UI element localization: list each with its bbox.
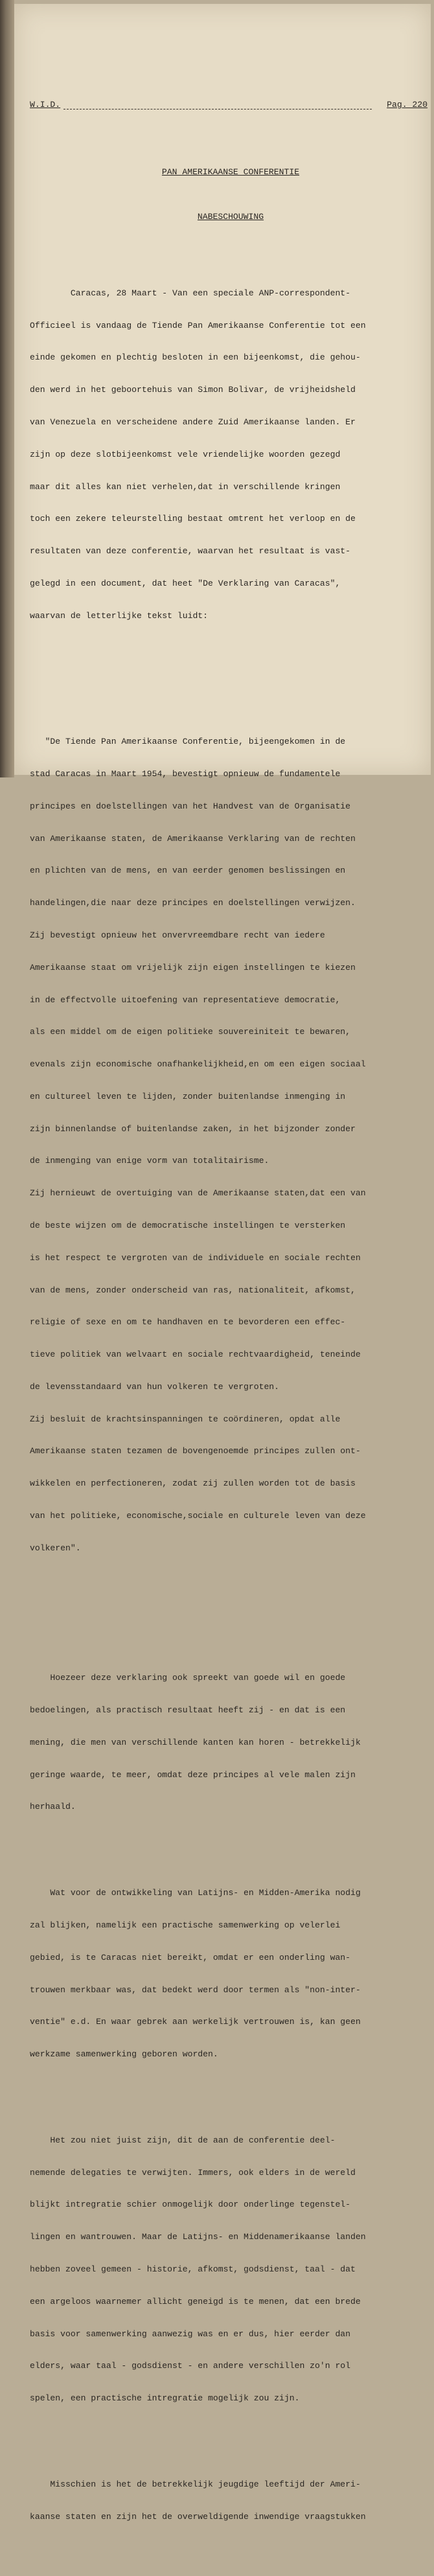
text-line: een argeloos waarnemer allicht geneigd is te menen, dat een brede <box>30 2296 361 2306</box>
text-line: van Venezuela en verscheidene andere Zuid Amerikaanse landen. Er <box>30 417 356 428</box>
paragraph-4 <box>30 1867 431 2082</box>
document-page <box>14 4 431 2522</box>
header-page-number: Pag. 220 <box>387 99 428 109</box>
text-line: "De Tiende Pan Amerikaanse Conferentie, bijeengekomen in de <box>30 737 346 747</box>
text-line: Wat voor de ontwikkeling van Latijns- en Midden-Amerika nodig <box>30 1888 361 1898</box>
text-line: zijn op deze slotbijeenkomst vele vriendelijke woorden gezegd <box>30 449 341 459</box>
text-line: tieve politiek van welvaart en sociale rechtvaardigheid, teneinde <box>30 1350 361 1360</box>
text-line: den werd in het geboortehuis van Simon Bolivar, de vrijheidsheld <box>30 385 356 395</box>
document-title: PAN AMERIKAANSE CONFERENTIE <box>161 167 300 177</box>
text-line: nemende delegaties te verwijten. Immers, ook elders in de wereld <box>30 2167 356 2178</box>
document-body <box>30 67 431 2576</box>
text-line: Het zou niet juist zijn, dit de aan de conferentie deel- <box>30 2135 336 2145</box>
text-line: van Amerikaanse staten, de Amerikaanse Verklaring van de rechten <box>30 833 356 844</box>
text-line: Amerikaanse staten tezamen de bovengenoemde principes zullen ont- <box>30 1446 361 1456</box>
text-line: zal blijken, namelijk een practische samenwerking op velerlei <box>30 1920 341 1930</box>
text-line: gelegd in een document, dat heet "De Verklaring van Caracas", <box>30 578 341 588</box>
text-line: in de effectvolle uitoefening van representatieve democratie, <box>30 995 341 1005</box>
text-line: bedoelingen, als practisch resultaat heeft zij - en dat is een <box>30 1705 346 1716</box>
text-line: mening, die men van verschillende kanten kan horen - betrekkelijk <box>30 1737 361 1747</box>
text-line: de inmenging van enige vorm van totalitairisme. <box>30 1156 269 1166</box>
text-line: herhaald. <box>30 1802 76 1812</box>
paragraph-3 <box>30 1651 431 1834</box>
text-line: als een middel om de eigen politieke souvereiniteit te bewaren, <box>30 1027 351 1037</box>
text-line: de levensstandaard van hun volkeren te vergroten. <box>30 1381 280 1392</box>
text-line: waarvan de letterlijke tekst luidt: <box>30 610 209 621</box>
text-line: Misschien is het de betrekkelijk jeugdige leeftijd der Ameri- <box>30 2479 361 2489</box>
paragraph-5 <box>30 2114 431 2426</box>
text-line: trouwen merkbaar was, dat bedekt werd door termen als "non-inter- <box>30 1984 361 1995</box>
paragraph-declaration <box>30 715 431 1576</box>
text-line: basis voor samenwerking aanwezig was en er dus, hier eerder dan <box>30 2329 351 2339</box>
text-line: spelen, een practische intregratie mogelijk zou zijn. <box>30 2393 300 2404</box>
text-line: van de mens, zonder onderscheid van ras, nationaliteit, afkomst, <box>30 1285 356 1295</box>
text-line: maar dit alles kan niet verhelen,dat in verschillende kringen <box>30 481 341 492</box>
text-line: resultaten van deze conferentie, waarvan het resultaat is vast- <box>30 546 351 557</box>
text-line: Zij bevestigt opnieuw het onvervreemdbare recht van iedere <box>30 930 325 940</box>
text-line: Caracas, 28 Maart - Van een speciale ANP-correspondent- <box>30 288 351 298</box>
binding-edge <box>0 0 14 777</box>
text-line: evenals zijn economische onafhankelijkheid,en om een eigen sociaal <box>30 1059 366 1070</box>
text-line: en cultureel leven te lijden, zonder buitenlandse inmenging in <box>30 1091 346 1101</box>
text-line: Amerikaanse staat om vrijelijk zijn eigen instellingen te kiezen <box>30 962 356 972</box>
text-line: Zij besluit de krachtsinspanningen te coördineren, opdat alle <box>30 1414 341 1424</box>
text-line: volkeren". <box>30 1543 81 1553</box>
text-line: Zij hernieuwt de overtuiging van de Amerikaanse staten,dat een van <box>30 1188 366 1199</box>
text-line: handelingen,die naar deze principes en doelstellingen verwijzen. <box>30 898 356 908</box>
text-line: is het respect te vergroten van de individuele en sociale rechten <box>30 1252 361 1263</box>
text-line: einde gekomen en plechtig besloten in een bijeenkomst, die gehou- <box>30 352 361 363</box>
text-line: werkzame samenwerking geboren worden. <box>30 2049 218 2060</box>
text-line: Hoezeer deze verklaring ook spreekt van goede wil en goede <box>30 1673 346 1683</box>
text-line: hebben zoveel gemeen - historie, afkomst, godsdienst, taal - dat <box>30 2264 356 2274</box>
text-line: blijkt intregratie schier onmogelijk door onderlinge tegenstel- <box>30 2200 351 2210</box>
page-header <box>30 100 431 114</box>
text-line: ventie" e.d. En waar gebrek aan werkelijk vertrouwen is, kan geen <box>30 2017 361 2027</box>
text-line: van het politieke, economische,sociale en culturele leven van deze <box>30 1511 366 1521</box>
text-line: Officieel is vandaag de Tiende Pan Amerikaanse Conferentie tot een <box>30 320 366 330</box>
text-line: zijn binnenlandse of buitenlandse zaken, in het bijzonder zonder <box>30 1123 356 1134</box>
text-line: stad Caracas in Maart 1954, bevestigt opnieuw de fundamentele <box>30 769 341 779</box>
document-subtitle: NABESCHOUWING <box>197 212 264 222</box>
text-line: toch een zekere teleurstelling bestaat omtrent het verloop en de <box>30 514 356 524</box>
text-line: kaanse staten en zijn het de overweldigende inwendige vraagstukken <box>30 2511 366 2522</box>
paragraph-1 <box>30 267 431 643</box>
header-source: W.I.D. <box>30 99 61 109</box>
text-line: de beste wijzen om de democratische instellingen te versterken <box>30 1220 346 1230</box>
text-line: wikkelen en perfectioneren, zodat zij zullen worden tot de basis <box>30 1478 356 1489</box>
text-line: gebied, is te Caracas niet bereikt, omdat er een onderling wan- <box>30 1952 351 1962</box>
text-line: geringe waarde, te meer, omdat deze principes al vele malen zijn <box>30 1769 356 1780</box>
text-line: religie of sexe en om te handhaven en te bevorderen een effec- <box>30 1317 346 1328</box>
paragraph-6 <box>30 2458 431 2544</box>
text-line: elders, waar taal - godsdienst - en andere verschillen zo'n rol <box>30 2361 351 2371</box>
text-line: lingen en wantrouwen. Maar de Latijns- en Middenamerikaanse landen <box>30 2232 366 2242</box>
text-line: principes en doelstellingen van het Handvest van de Organisatie <box>30 801 351 811</box>
text-line: en plichten van de mens, en van eerder genomen beslissingen en <box>30 866 346 876</box>
